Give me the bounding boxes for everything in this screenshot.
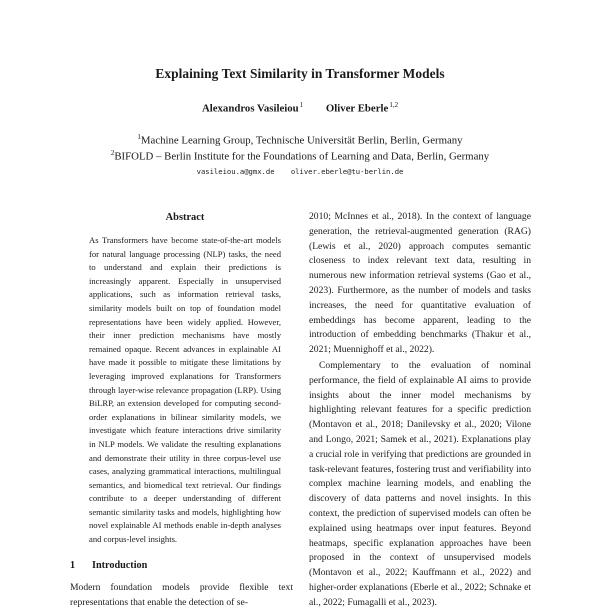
right-column bbox=[309, 210, 531, 611]
affiliation-1 bbox=[0, 133, 600, 147]
right-column-paragraph-1: 2010; McInnes et al., 2018). In the context of language generation, the retrieval-augmented generation (RAG) (Lewis et al., 2020) approach computes semantic closeness to index relevant text data, resulting in numerous new information retrieval systems (Gao et al., 2023). Furthermore, as the number of models and tasks increases, the need for quantitative evaluation of embeddings has become apparent, leading to the introduction of embedding benchmarks (Thakur et al., 2021; Muennighoff et al., 2022). bbox=[309, 211, 531, 356]
author-1 bbox=[202, 101, 303, 115]
author-emails bbox=[0, 167, 600, 176]
abstract-text: As Transformers have become state-of-the-art models for natural language processing (NLP) tasks, the need to understand and explain their predictions is increasingly apparent. Especially in unsupervised applications, such as information retrieval tasks, similarity models built on top of foundation model representations have been widely applied. However, their inner prediction mechanisms have mostly remained opaque. Recent advances in explainable AI have made it possible to mitigate these limitations by leveraging improved explanations for Transformers through layer-wise relevance propagation (LRP). Using BiLRP, an extension developed for computing second-order explanations in bilinear similarity models, we investigate which feature interactions drive similarity in NLP models. We validate the resulting explanations and demonstrate their utility in three corpus-level use cases, analyzing grammatical interactions, multilingual semantics, and biomedical text retrieval. Our findings contribute to a deeper understanding of different semantic similarity tasks and models, highlighting how novel explainable AI methods enable in-depth analyses and corpus-level insights. bbox=[89, 235, 281, 545]
author-name: Oliver Eberle bbox=[325, 102, 389, 115]
section-number: 1 bbox=[70, 560, 76, 571]
section-title: Introduction bbox=[92, 560, 148, 571]
email-1: vasileiou.a@gmx.de bbox=[196, 167, 275, 176]
paper-title: Explaining Text Similarity in Transformer Models bbox=[155, 66, 445, 81]
author-name: Alexandros Vasileiou bbox=[201, 102, 299, 115]
email-2: oliver.eberle@tu-berlin.de bbox=[290, 167, 404, 176]
right-column-paragraph-2: Complementary to the evaluation of nominal performance, the field of explainable AI aims to provide insights about the inner model mechanisms by highlighting relevant features for a specific prediction (Montavon et al., 2018; Danilevsky et al., 2020; Vilone and Longo, 2021; Samek et al., 2021). Explanations play a crucial role in verifying that predictions are grounded in task-relevant features, fostering trust and verifiability into complex machine learning models, and enabling the discovery of data patterns and novel insights. In this context, the prediction of supervised models can often be explained using heatmaps over input features. Beyond heatmaps, specific explanation approaches have been proposed in the context of unsupervised models (Montavon et al., 2022; Kauffmann et al., 2022) and higher-order explanations (Eberle et al., 2022; Schnake et al., 2022; Fumagalli et al., 2023). bbox=[309, 359, 531, 608]
affiliation-text: Machine Learning Group, Technische Universität Berlin, Berlin, Germany bbox=[140, 134, 463, 147]
abstract-heading: Abstract bbox=[165, 212, 205, 223]
affiliation-2 bbox=[0, 149, 600, 163]
affiliation-marker: 2 bbox=[110, 149, 115, 157]
affiliation-marker: 1 bbox=[137, 133, 141, 141]
introduction-text: Modern foundation models provide flexible text representations that enable the detection of se- bbox=[70, 582, 293, 608]
author-2 bbox=[326, 101, 398, 115]
section-heading-introduction bbox=[70, 560, 147, 571]
author-affil-marker: 1,2 bbox=[389, 101, 399, 109]
author-affil-marker: 1 bbox=[299, 101, 304, 109]
affiliation-text: BIFOLD – Berlin Institute for the Foundations of Learning and Data, Berlin, Germany bbox=[114, 150, 490, 163]
author-list bbox=[0, 101, 600, 115]
